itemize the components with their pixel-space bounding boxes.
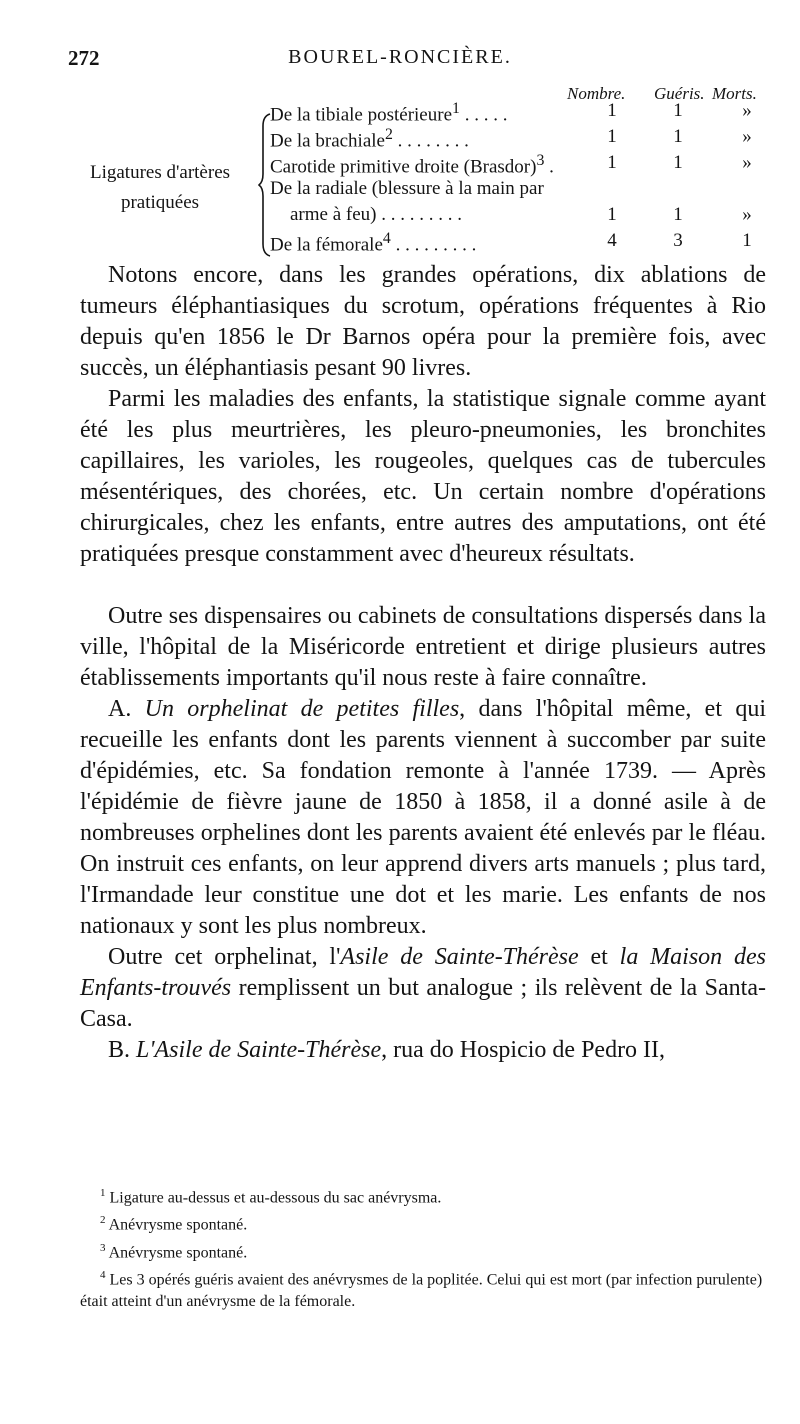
footnotes bbox=[80, 1182, 770, 1313]
footnote bbox=[80, 1264, 770, 1313]
row-label: De la radiale (blessure à la main par bbox=[270, 178, 544, 199]
paragraph bbox=[80, 1035, 766, 1066]
footnote-mark: 4 bbox=[100, 1268, 106, 1281]
side-label-line2: pratiquées bbox=[120, 192, 200, 213]
cell-gueris: 1 bbox=[673, 100, 683, 121]
table-row bbox=[270, 152, 554, 178]
cell-morts: » bbox=[742, 126, 752, 147]
cell-morts: 1 bbox=[742, 230, 752, 251]
emphasis: L'Asile de Sainte-Thérèse bbox=[136, 1037, 382, 1063]
row-label: Carotide primitive droite (Brasdor) bbox=[270, 156, 537, 178]
paragraph: Notons encore, dans les grandes opérations, dix ablations de tumeurs éléphantiasiques du scrotum, opérations fréquentes à Rio depuis qu'en 1856 le Dr Barnos opéra pour la première fois, avec succès, un éléphantiasis pesant 90 livres. bbox=[80, 262, 766, 381]
footnote bbox=[80, 1237, 770, 1264]
footnote-mark: 2 bbox=[100, 1214, 106, 1227]
footnote-text: Ligature au-dessus et au-dessous du sac anévrysma. bbox=[109, 1189, 442, 1207]
col-header-gueris: Guéris. bbox=[654, 84, 705, 103]
footnote-ref: 2 bbox=[384, 126, 393, 143]
row-leader: . . . . . bbox=[464, 104, 508, 126]
row-leader: . . . . . . . . bbox=[397, 130, 469, 152]
footnote-text: Anévrysme spontané. bbox=[108, 1216, 248, 1234]
cell-nombre: 1 bbox=[607, 204, 617, 225]
side-label-line1: Ligatures d'artères bbox=[89, 162, 231, 183]
paragraph-text: remplissent un but analogue ; ils relèvent de la Santa-Casa. bbox=[80, 975, 766, 1032]
table-row bbox=[270, 178, 544, 200]
paragraph bbox=[80, 694, 766, 942]
paragraph: Parmi les maladies des enfants, la statistique signale comme ayant été les plus meurtrières, les pleuro-pneumonies, les bronchites capillaires, les varioles, les rougeoles, quelques cas de tubercules mésentériques, des chorées, etc. Un certain nombre d'opérations chirurgicales, chez les enfants, entre autres des amputations, ont été pratiquées presque constamment avec d'heureux résultats. bbox=[80, 386, 766, 567]
col-header-nombre: Nombre. bbox=[567, 84, 626, 103]
cell-morts: » bbox=[742, 204, 752, 225]
row-leader: . . . . . . . . . bbox=[381, 204, 462, 225]
table-side-label bbox=[60, 158, 260, 218]
cell-nombre: 4 bbox=[607, 230, 617, 251]
cell-gueris: 1 bbox=[673, 204, 683, 225]
cell-gueris: 1 bbox=[673, 152, 683, 173]
paragraph-text: , dans l'hôpital même, et qui recueille les enfants dont les parents viennent à succomber par suite d'épidémies, etc. Sa fondation remonte à l'année 1739. — Après l'épidémie de fièvre jaune de 1850 à 1858, il a donné asile à de nombreuses orphelines dont les parents avaient été enlevés par le fléau. On instruit ces enfants, on leur apprend divers arts manuels ; plus tard, l'Irmandade leur constitue une dot et les marie. Les enfants de nos nationaux y sont les plus nombreux. bbox=[80, 696, 766, 939]
paragraph-text: , rua do Hospicio de Pedro II, bbox=[381, 1037, 666, 1063]
row-label: De la tibiale postérieure bbox=[270, 104, 453, 126]
cell-nombre: 1 bbox=[607, 100, 617, 121]
row-label: De la fémorale bbox=[270, 234, 383, 256]
cell-morts: » bbox=[742, 100, 752, 121]
footnote-ref: 3 bbox=[536, 152, 545, 169]
footnote-mark: 1 bbox=[100, 1187, 106, 1199]
footnote-text: Les 3 opérés guéris avaient des anévrysmes de la poplitée. Celui qui est mort (par infection purulente) était atteint d'un anévrysme de la fémorale. bbox=[80, 1271, 763, 1311]
footnote bbox=[80, 1209, 770, 1236]
paragraph bbox=[80, 942, 766, 1035]
table-row bbox=[270, 230, 476, 256]
paragraph-text: et bbox=[578, 944, 620, 970]
row-leader: . bbox=[549, 156, 554, 178]
cell-nombre: 1 bbox=[607, 152, 617, 173]
emphasis: Un orphelinat de petites filles bbox=[144, 696, 460, 722]
cell-nombre: 1 bbox=[607, 126, 617, 147]
footnote bbox=[80, 1182, 770, 1209]
footnote-ref: 1 bbox=[452, 100, 460, 117]
col-header-morts: Morts. bbox=[712, 84, 757, 103]
body-text bbox=[80, 260, 766, 1066]
table-row bbox=[290, 204, 462, 226]
paragraph-text: Outre cet orphelinat, l' bbox=[108, 944, 341, 970]
page-number: 272 bbox=[68, 46, 100, 70]
section-letter: B. bbox=[108, 1037, 137, 1063]
paragraph: Outre ses dispensaires ou cabinets de consultations dispersés dans la ville, l'hôpital de la Miséricorde entretient et dirige plusieurs autres établissements importants qu'il nous reste à faire connaître. bbox=[80, 603, 766, 691]
emphasis: la Maison des Enfants-trouvés bbox=[80, 944, 766, 1001]
cell-gueris: 3 bbox=[673, 230, 683, 251]
section-letter: A. bbox=[108, 696, 145, 722]
emphasis: Asile de Sainte-Thérèse bbox=[340, 944, 579, 970]
row-leader: . . . . . . . . . bbox=[395, 234, 477, 256]
cell-morts: » bbox=[742, 152, 752, 173]
table-row bbox=[270, 126, 469, 152]
table-row bbox=[270, 100, 507, 126]
row-label: De la brachiale bbox=[270, 130, 385, 152]
footnote-mark: 3 bbox=[100, 1241, 106, 1254]
footnote-ref: 4 bbox=[382, 230, 391, 247]
footnote-text: Anévrysme spontané. bbox=[108, 1243, 248, 1261]
cell-gueris: 1 bbox=[673, 126, 683, 147]
row-label: arme à feu) bbox=[290, 204, 377, 225]
running-title: BOUREL-RONCIÈRE. bbox=[288, 46, 512, 68]
